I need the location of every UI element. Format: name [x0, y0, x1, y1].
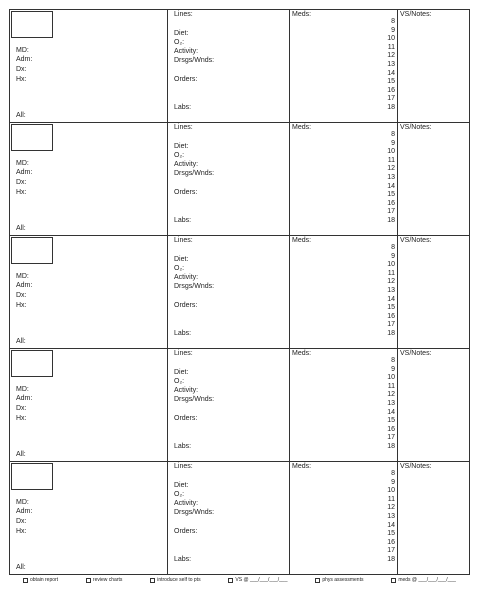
- patient-block: [10, 10, 469, 123]
- activity-label: Activity:: [174, 387, 199, 394]
- hour-label: 15: [387, 191, 395, 199]
- hour-label: 9: [391, 252, 395, 260]
- diet-label: Diet:: [174, 30, 189, 37]
- meds-column: [290, 349, 398, 461]
- adm-label: Adm:: [16, 395, 33, 402]
- dx-label: Dx:: [16, 405, 27, 412]
- patient-block: [10, 462, 469, 574]
- hour-label: 18: [387, 442, 395, 450]
- vs-notes-column: [398, 10, 469, 122]
- hour-label: 17: [387, 95, 395, 103]
- dx-label: Dx:: [16, 292, 27, 299]
- checklist-item-meds[interactable]: meds @ ___/___/___/___: [391, 577, 456, 583]
- meds-column: [290, 236, 398, 348]
- activity-label: Activity:: [174, 161, 199, 168]
- hour-label: 16: [387, 538, 395, 546]
- lines-label: Lines:: [174, 350, 193, 357]
- meds-label: Meds:: [292, 463, 312, 470]
- meds-label: Meds:: [292, 237, 312, 244]
- hour-label: 12: [387, 278, 395, 286]
- adm-label: Adm:: [16, 282, 33, 289]
- allergies-label: All:: [16, 112, 26, 119]
- hour-label: 18: [387, 555, 395, 563]
- care-column: [168, 462, 290, 574]
- lines-label: Lines:: [174, 124, 193, 131]
- md-label: MD:: [16, 386, 29, 393]
- meds-label: Meds:: [292, 11, 312, 18]
- patient-info-column: [10, 10, 168, 122]
- allergies-label: All:: [16, 225, 26, 232]
- orders-label: Orders:: [174, 76, 198, 83]
- hour-label: 12: [387, 504, 395, 512]
- hour-label: 12: [387, 52, 395, 60]
- dx-label: Dx:: [16, 66, 27, 73]
- hour-label: 16: [387, 199, 395, 207]
- vs-notes-column: [398, 236, 469, 348]
- checklist-item-introduce-self[interactable]: introduce self to pts: [150, 577, 200, 583]
- dx-label: Dx:: [16, 179, 27, 186]
- care-column: [168, 10, 290, 122]
- vs-notes-column: [398, 462, 469, 574]
- adm-label: Adm:: [16, 508, 33, 515]
- allergies-label: All:: [16, 564, 26, 571]
- adm-label: Adm:: [16, 169, 33, 176]
- hour-label: 15: [387, 304, 395, 312]
- md-label: MD:: [16, 499, 29, 506]
- lines-label: Lines:: [174, 237, 193, 244]
- hour-label: 11: [387, 43, 395, 51]
- care-column: [168, 349, 290, 461]
- hour-label: 8: [391, 357, 395, 364]
- hx-label: Hx:: [16, 189, 27, 196]
- hour-label: 15: [387, 78, 395, 86]
- hour-label: 8: [391, 131, 395, 138]
- hour-label: 18: [387, 216, 395, 224]
- drsgs-wnds-label: Drsgs/Wnds:: [174, 509, 215, 516]
- drsgs-wnds-label: Drsgs/Wnds:: [174, 170, 215, 177]
- checklist-item-vs[interactable]: VS @ ___/___/___/___: [228, 577, 287, 583]
- patient-name-box[interactable]: [11, 124, 53, 151]
- hx-label: Hx:: [16, 415, 27, 422]
- labs-label: Labs:: [174, 443, 192, 450]
- vs-notes-column: [398, 123, 469, 235]
- patient-block: [10, 349, 469, 462]
- hour-label: 14: [387, 69, 395, 77]
- hour-list: [379, 18, 395, 113]
- hour-label: 15: [387, 417, 395, 425]
- patient-info-column: [10, 349, 168, 461]
- checkbox-icon[interactable]: [315, 578, 320, 583]
- patient-info-column: [10, 123, 168, 235]
- hour-label: 8: [391, 18, 395, 25]
- o2-label: O₂:: [174, 265, 185, 272]
- dx-label: Dx:: [16, 518, 27, 525]
- patient-name-box[interactable]: [11, 463, 53, 490]
- labs-label: Labs:: [174, 104, 192, 111]
- patient-block: [10, 123, 469, 236]
- patient-info-column: [10, 236, 168, 348]
- allergies-label: All:: [16, 451, 26, 458]
- adm-label: Adm:: [16, 56, 33, 63]
- checkbox-icon[interactable]: [150, 578, 155, 583]
- diet-label: Diet:: [174, 482, 189, 489]
- hour-label: 8: [391, 244, 395, 251]
- hour-label: 14: [387, 408, 395, 416]
- orders-label: Orders:: [174, 528, 198, 535]
- md-label: MD:: [16, 273, 29, 280]
- hour-label: 17: [387, 434, 395, 442]
- hour-label: 18: [387, 329, 395, 337]
- hour-label: 16: [387, 425, 395, 433]
- hx-label: Hx:: [16, 302, 27, 309]
- hour-label: 12: [387, 391, 395, 399]
- vs-notes-label: VS/Notes:: [400, 124, 432, 131]
- labs-label: Labs:: [174, 217, 192, 224]
- hour-label: 9: [391, 478, 395, 486]
- hour-list: [379, 470, 395, 565]
- hour-label: 8: [391, 470, 395, 477]
- patient-info-column: [10, 462, 168, 574]
- hour-list: [379, 131, 395, 226]
- hour-label: 9: [391, 139, 395, 147]
- diet-label: Diet:: [174, 256, 189, 263]
- hour-label: 14: [387, 295, 395, 303]
- vs-notes-column: [398, 349, 469, 461]
- hour-label: 13: [387, 286, 395, 294]
- vs-notes-label: VS/Notes:: [400, 350, 432, 357]
- patient-worksheet: [9, 9, 470, 575]
- drsgs-wnds-label: Drsgs/Wnds:: [174, 283, 215, 290]
- care-column: [168, 236, 290, 348]
- meds-label: Meds:: [292, 124, 312, 131]
- orders-label: Orders:: [174, 189, 198, 196]
- hour-label: 17: [387, 547, 395, 555]
- patient-name-box[interactable]: [11, 11, 53, 38]
- orders-label: Orders:: [174, 302, 198, 309]
- allergies-label: All:: [16, 338, 26, 345]
- hour-label: 10: [387, 487, 395, 495]
- meds-column: [290, 123, 398, 235]
- vs-notes-label: VS/Notes:: [400, 11, 432, 18]
- hour-label: 16: [387, 86, 395, 94]
- hour-label: 9: [391, 26, 395, 34]
- patient-name-box[interactable]: [11, 350, 53, 377]
- hour-label: 10: [387, 374, 395, 382]
- hour-label: 9: [391, 365, 395, 373]
- checkbox-icon[interactable]: [391, 578, 396, 583]
- hx-label: Hx:: [16, 76, 27, 83]
- drsgs-wnds-label: Drsgs/Wnds:: [174, 396, 215, 403]
- diet-label: Diet:: [174, 369, 189, 376]
- patient-name-box[interactable]: [11, 237, 53, 264]
- lines-label: Lines:: [174, 11, 193, 18]
- o2-label: O₂:: [174, 491, 185, 498]
- activity-label: Activity:: [174, 48, 199, 55]
- hour-label: 11: [387, 382, 395, 390]
- checkbox-icon[interactable]: [228, 578, 233, 583]
- checklist-item-review-charts[interactable]: review charts: [86, 577, 122, 583]
- checkbox-icon[interactable]: [23, 578, 28, 583]
- hour-label: 10: [387, 148, 395, 156]
- vs-notes-label: VS/Notes:: [400, 463, 432, 470]
- hour-label: 11: [387, 156, 395, 164]
- hour-label: 17: [387, 208, 395, 216]
- hour-label: 14: [387, 182, 395, 190]
- hour-label: 13: [387, 512, 395, 520]
- vs-notes-label: VS/Notes:: [400, 237, 432, 244]
- md-label: MD:: [16, 47, 29, 54]
- hour-list: [379, 244, 395, 339]
- checklist-item-obtain-report[interactable]: obtain report: [23, 577, 58, 583]
- hour-label: 16: [387, 312, 395, 320]
- o2-label: O₂:: [174, 378, 185, 385]
- meds-label: Meds:: [292, 350, 312, 357]
- hour-label: 11: [387, 269, 395, 277]
- hour-label: 13: [387, 399, 395, 407]
- labs-label: Labs:: [174, 330, 192, 337]
- hour-label: 17: [387, 321, 395, 329]
- md-label: MD:: [16, 160, 29, 167]
- lines-label: Lines:: [174, 463, 193, 470]
- checkbox-icon[interactable]: [86, 578, 91, 583]
- activity-label: Activity:: [174, 500, 199, 507]
- care-column: [168, 123, 290, 235]
- task-checklist: [9, 574, 470, 586]
- activity-label: Activity:: [174, 274, 199, 281]
- checklist-item-phys-assessments[interactable]: phys assessments: [315, 577, 363, 583]
- meds-column: [290, 462, 398, 574]
- labs-label: Labs:: [174, 556, 192, 563]
- hour-label: 18: [387, 103, 395, 111]
- meds-column: [290, 10, 398, 122]
- hour-label: 13: [387, 173, 395, 181]
- diet-label: Diet:: [174, 143, 189, 150]
- o2-label: O₂:: [174, 152, 185, 159]
- hour-label: 12: [387, 165, 395, 173]
- drsgs-wnds-label: Drsgs/Wnds:: [174, 57, 215, 64]
- hour-label: 14: [387, 521, 395, 529]
- hour-label: 13: [387, 60, 395, 68]
- orders-label: Orders:: [174, 415, 198, 422]
- hour-label: 15: [387, 530, 395, 538]
- hour-label: 11: [387, 495, 395, 503]
- hour-label: 10: [387, 261, 395, 269]
- o2-label: O₂:: [174, 39, 185, 46]
- patient-block: [10, 236, 469, 349]
- hour-label: 10: [387, 35, 395, 43]
- hour-list: [379, 357, 395, 452]
- hx-label: Hx:: [16, 528, 27, 535]
